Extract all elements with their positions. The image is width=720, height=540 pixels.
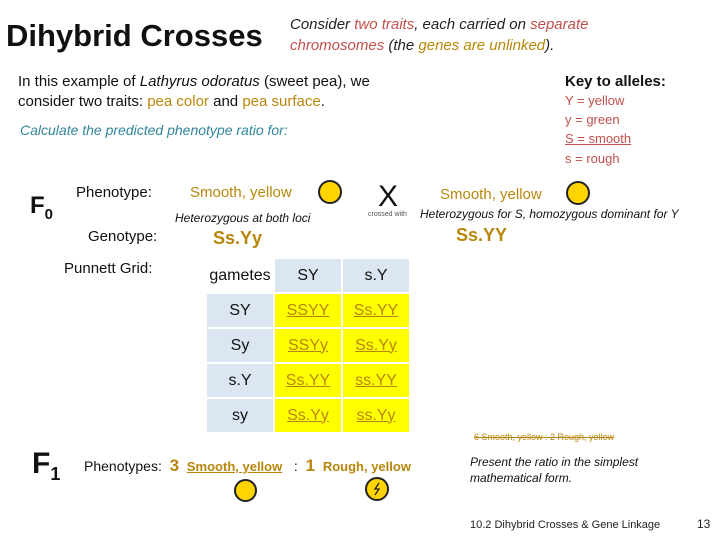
intro-text-4: . (320, 93, 325, 110)
punnett-row (207, 294, 409, 327)
calculate-instruction: Calculate the predicted phenotype ratio for: (20, 122, 288, 138)
f1-phenotypes-label: Phenotypes: (84, 458, 162, 474)
f1-label (32, 447, 60, 485)
punnett-row-gamete: Sy (207, 329, 273, 362)
footer-title: 10.2 Dihybrid Crosses & Gene Linkage (470, 519, 661, 531)
parent1-pea-icon (318, 180, 342, 204)
parent2-pea-icon (566, 181, 590, 205)
intro-paragraph (18, 72, 418, 112)
punnett-cell: Ss.YY (275, 364, 341, 397)
f0-subscript: 0 (44, 205, 54, 223)
punnett-grid (205, 257, 411, 434)
cross-symbol: X (378, 180, 399, 213)
punnett-grid-label: Punnett Grid: (64, 260, 153, 277)
intro-text-1: In this example of (18, 73, 140, 90)
parent1-description: Heterozygous at both loci (175, 211, 311, 225)
punnett-cell: Ss.Yy (343, 329, 409, 362)
key-line-rough: s = rough (565, 151, 620, 166)
punnett-cell: ss.Yy (343, 399, 409, 432)
subtitle-text-4: ). (545, 37, 555, 54)
punnett-corner-label: gametes (207, 259, 273, 292)
punnett-cell: Ss.Yy (275, 399, 341, 432)
subtitle-highlight-two-traits: two traits (354, 16, 415, 33)
f1-ratio-separator: : (293, 458, 298, 474)
punnett-row-gamete: s.Y (207, 364, 273, 397)
punnett-cell: SSYY (275, 294, 341, 327)
phenotype-label: Phenotype: (76, 184, 152, 201)
f1-count-smooth: 3 (169, 456, 180, 475)
subtitle-text-2: , each carried on (414, 16, 531, 33)
subtitle-text-1: Consider (290, 16, 355, 33)
subtitle-highlight-separate: separate chromosomes (290, 16, 589, 54)
present-ratio-instruction: Present the ratio in the simplest mathematical form. (470, 455, 639, 485)
f1-phenotypes-line (84, 456, 411, 476)
f0-letter: F (30, 192, 45, 219)
key-line-smooth: S = smooth (565, 131, 632, 146)
intro-text-3: and (208, 93, 243, 110)
slide-title: Dihybrid Crosses (6, 18, 263, 53)
key-line-green: y = green (565, 112, 620, 127)
subtitle-text-3: (the (384, 37, 419, 54)
f1-rough-pea-icon (365, 477, 389, 501)
punnett-cell: Ss.YY (343, 294, 409, 327)
punnett-header-row (207, 259, 409, 292)
punnett-cell: SSYy (275, 329, 341, 362)
parent2-description: Heterozygous for S, homozygous dominant for Y (420, 207, 679, 221)
rough-mark-icon (367, 479, 387, 499)
punnett-cell: ss.YY (343, 364, 409, 397)
f1-letter: F (32, 447, 51, 480)
intro-species-name: Lathyrus odoratus (139, 73, 260, 90)
punnett-column-gamete: SY (275, 259, 341, 292)
key-title: Key to alleles: (565, 73, 666, 90)
key-line-yellow: Y = yellow (565, 93, 625, 108)
parent2-genotype: Ss.YY (456, 225, 508, 245)
f1-smooth-pea-icon (234, 479, 257, 502)
subtitle-highlight-unlinked: genes are unlinked (418, 37, 546, 54)
punnett-row-gamete: sy (207, 399, 273, 432)
subtitle (290, 14, 670, 56)
f1-phenotype-rough: Rough, yellow (322, 459, 411, 474)
punnett-row-gamete: SY (207, 294, 273, 327)
f1-subscript: 1 (50, 464, 61, 484)
intro-text-2: (sweet pea), we consider two traits: (18, 73, 370, 110)
parent1-genotype: Ss.Yy (213, 228, 263, 248)
punnett-row (207, 329, 409, 362)
genotype-label: Genotype: (88, 228, 158, 245)
parent1-phenotype: Smooth, yellow (190, 184, 292, 201)
parent2-phenotype: Smooth, yellow (440, 186, 542, 203)
page-number: 13 (697, 517, 711, 531)
punnett-row (207, 399, 409, 432)
punnett-column-gamete: s.Y (343, 259, 409, 292)
struck-answer: 6 Smooth, yellow : 2 Rough, yellow (474, 432, 615, 442)
intro-pea-surface: pea surface (242, 93, 321, 110)
intro-pea-color: pea color (147, 93, 209, 110)
punnett-row (207, 364, 409, 397)
crossed-with-label: crossed with (368, 211, 407, 218)
f1-count-rough: 1 (305, 456, 316, 475)
f0-label (30, 192, 53, 223)
f1-phenotype-smooth: Smooth, yellow (186, 459, 283, 474)
